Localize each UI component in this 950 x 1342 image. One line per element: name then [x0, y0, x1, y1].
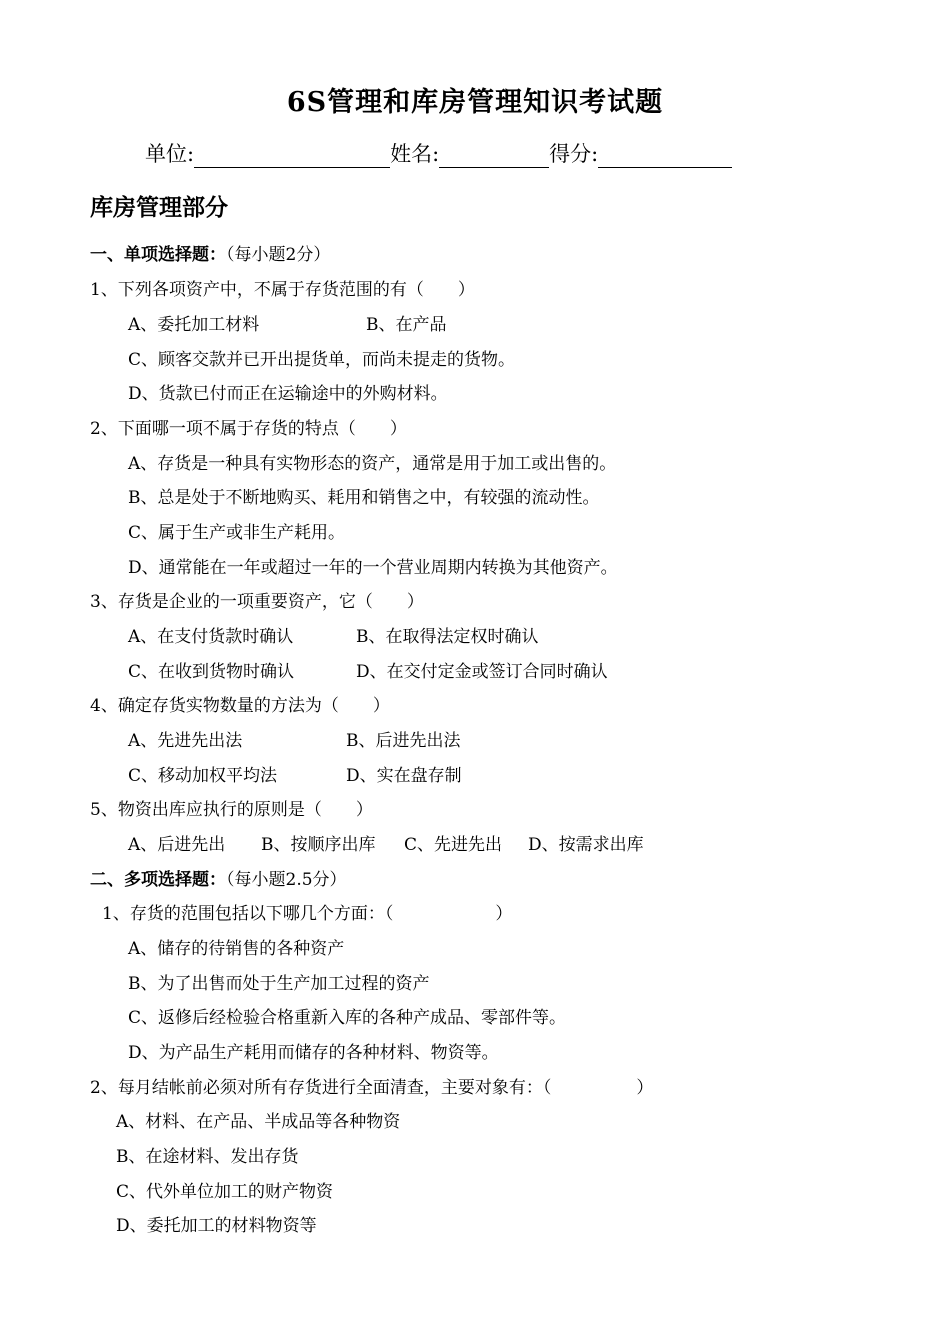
score-label: 得分: [549, 142, 599, 166]
question-4: 4、确定存货实物数量的方法为（ ） [90, 696, 390, 716]
multi-question-1: 1、存货的范围包括以下哪几个方面：（ ） [102, 904, 513, 924]
q4-option-a: A、先进先出法 [128, 731, 243, 751]
m1-option-c: C、返修后经检验合格重新入库的各种产成品、零部件等。 [128, 1008, 567, 1028]
q1-option-c: C、顾客交款并已开出提货单，而尚未提走的货物。 [128, 350, 516, 370]
q3-option-c: C、在收到货物时确认 [128, 662, 295, 682]
heading-multi-choice [90, 868, 347, 892]
info-row [145, 138, 732, 168]
m2-option-d: D、委托加工的材料物资等 [116, 1216, 317, 1236]
m1-option-b: B、为了出售而处于生产加工过程的资产 [128, 974, 430, 994]
q5-option-a: A、后进先出 [128, 835, 226, 855]
m2-option-b: B、在途材料、发出存货 [116, 1147, 299, 1167]
q5-option-c: C、先进先出 [404, 835, 503, 855]
page-title: 6S管理和库房管理知识考试题 [286, 87, 664, 118]
section-title: 库房管理部分 [90, 195, 228, 221]
multi-question-2: 2、每月结帐前必须对所有存货进行全面清查，主要对象有：（ ） [90, 1078, 654, 1098]
name-label: 姓名: [390, 142, 440, 166]
unit-label: 单位: [145, 142, 195, 166]
q2-option-b: B、总是处于不断地购买、耗用和销售之中，有较强的流动性。 [128, 488, 600, 508]
q4-option-c: C、移动加权平均法 [128, 766, 278, 786]
q2-option-a: A、存货是一种具有实物形态的资产，通常是用于加工或出售的。 [128, 454, 617, 474]
question-3: 3、存货是企业的一项重要资产，它（ ） [90, 592, 424, 612]
heading-bold: 二、多项选择题： [90, 870, 226, 890]
heading-note: （每小题2.5分） [226, 870, 347, 890]
q2-option-d: D、通常能在一年或超过一年的一个营业周期内转换为其他资产。 [128, 558, 618, 578]
q1-option-a: A、委托加工材料 [128, 315, 260, 335]
q5-option-d: D、按需求出库 [528, 835, 644, 855]
q3-option-b: B、在取得法定权时确认 [356, 627, 539, 647]
name-blank [439, 143, 549, 168]
q5-option-b: B、按顺序出库 [261, 835, 376, 855]
score-blank [598, 143, 732, 168]
q4-option-b: B、后进先出法 [346, 731, 461, 751]
m1-option-d: D、为产品生产耗用而储存的各种材料、物资等。 [128, 1043, 499, 1063]
q3-option-d: D、在交付定金或签订合同时确认 [356, 662, 608, 682]
question-5: 5、物资出库应执行的原则是（ ） [90, 800, 373, 820]
unit-blank [194, 143, 390, 168]
question-2: 2、下面哪一项不属于存货的特点（ ） [90, 419, 407, 439]
m2-option-c: C、代外单位加工的财产物资 [116, 1182, 334, 1202]
m1-option-a: A、储存的待销售的各种资产 [128, 939, 345, 959]
q3-option-a: A、在支付货款时确认 [128, 627, 294, 647]
question-1: 1、下列各项资产中，不属于存货范围的有（ ） [90, 280, 475, 300]
heading-bold: 一、单项选择题： [90, 245, 226, 265]
q2-option-c: C、属于生产或非生产耗用。 [128, 523, 346, 543]
q4-option-d: D、实在盘存制 [346, 766, 462, 786]
q1-option-b: B、在产品 [366, 315, 447, 335]
heading-note: （每小题2分） [226, 245, 331, 265]
m2-option-a: A、材料、在产品、半成品等各种物资 [116, 1112, 401, 1132]
q1-option-d: D、货款已付而正在运输途中的外购材料。 [128, 384, 448, 404]
heading-single-choice [90, 243, 330, 267]
